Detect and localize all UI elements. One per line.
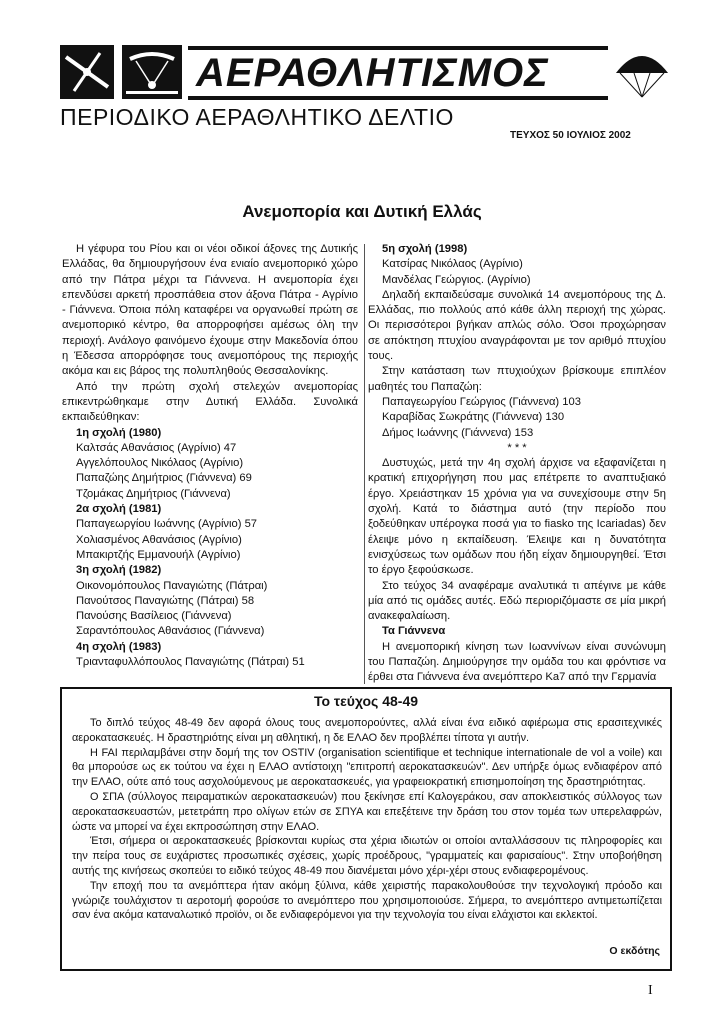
- issue-info: ΤΕΥΧΟΣ 50 ΙΟΥΛΙΟΣ 2002: [510, 130, 631, 141]
- paragraph: Η FAI περιλαμβάνει στην δομή της τον OSTIV (organisation scientifique et technique internationale de vol a voile) και θα μπορούσε ως εκ τούτου να έχει η ΕΛΑΟ αντίστοιχη "επιτροπή αεροκατασκευών". Δεν υπήρξε όμως ενδιαφέρον από την ΕΛΑΟ, ούτε από τους ασχολούμενους με αεροκατασκευές, για γραφειοκρατική επισημοποίηση της δραστηριότητας.: [72, 746, 662, 789]
- paragraph: Δυστυχώς, μετά την 4η σχολή άρχισε να εξαφανίζεται η κρατική επιχορήγηση που μας επέτρεπε το αναπτυξιακό έργο. Χρειάστηκαν 15 χρόνια για να συνεχίσουμε στην 5η σχολή. Κατά το διάστημα αυτό (την περίοδο που ξοδεύθηκαν υπέρογκα ποσά για το fiasko της Icariadas) δεν έλειψε μόνο η εκπαίδευση. Έλειψε και η δυνατότητα ενισχύσεως των ομάδων που ήδη είχαν δημιουργηθεί. Έτσι το έργο ξεφούσκωσε.: [368, 457, 666, 577]
- editor-signature: Ο εκδότης: [609, 945, 660, 957]
- school-heading: 5η σχολή (1998): [382, 243, 468, 255]
- list-item: Σαραντόπουλος Αθανάσιος (Γιάννενα): [76, 625, 265, 638]
- paragraph: Το διπλό τεύχος 48-49 δεν αφορά όλους τους ανεμοπορούντες, αλλά είναι ένα ειδικό αφιέρωμα στις ερασιτεχνικές αεροκατασκευές. Η δραστηριότης είναι μη αθλητική, η δε ΕΛΑΟ δεν προβλέπει τίποτα γι αυτήν.: [72, 717, 662, 744]
- list-item: Δήμος Ιωάννης (Γιάννενα) 153: [382, 426, 534, 439]
- list-item: Πανούτσος Παναγιώτης (Πάτραι) 58: [76, 594, 255, 607]
- editorial-title: Το τεύχος 48-49: [313, 693, 419, 709]
- paragraph: Η γέφυρα του Ρίου και οι νέοι οδικοί άξονες της Δυτικής Ελλάδας, θα δημιουργήσουν ένα ενιαίο ανεμοπορικό χώρο από την Πάτρα μέχρι τα Γιάννενα. Η ανεμοπορία έχει επενδύσει αρκετή προσπάθεια στον άξονα Πάτρα - Αγρίνιο - Γιάννενα. Όποια πόλη καταφέρει να οργανωθεί πρώτη σε ανεμοπορικό κέντρο, θα απορροφήσει αμέσως όλη την περιοχή. Ανάλογο φαινόμενο έχουμε στην Μακεδονία όπου η Έδεσσα απορρόφησε τους ανεμοπόρους της περιοχής ακόμα και εις βάρος της πολυπληθούς Θεσσαλονίκης.: [62, 243, 358, 378]
- list-item: Μπακιρτζής Εμμανουήλ (Αγρίνιο): [76, 548, 241, 561]
- article-title: Ανεμοπορία και Δυτική Ελλάς: [242, 202, 482, 221]
- list-item: Καλτσάς Αθανάσιος (Αγρίνιο) 47: [76, 441, 237, 454]
- paragraph: Στο τεύχος 34 αναφέραμε αναλυτικά τι απέγινε με κάθε μία από τις ομάδες αυτές. Εδώ περιοριζόμαστε σε μία μικρή ανακεφαλαίωση.: [368, 579, 666, 623]
- school-heading: 3η σχολή (1982): [76, 564, 162, 577]
- list-item: Πανούσης Βασίλειος (Γιάννενα): [76, 610, 232, 623]
- list-item: Μανδέλας Γεώργιος. (Αγρίνιο): [382, 273, 531, 286]
- paragraph: Δηλαδή εκπαιδεύσαμε συνολικά 14 ανεμοπόρους της Δ. Ελλάδας, πιο πολλούς από κάθε άλλη περιοχή της χώρας. Οι περισσότεροι βγήκαν απλώς σόλο. Όσοι προχώρησαν σε απόκτηση πτυχίου αναγράφονται με τον αριθμό πτυχίου τους.: [368, 288, 666, 363]
- paragraph: Έτσι, σήμερα οι αεροκατασκευές βρίσκονται κυρίως στα χέρια ιδιωτών οι οποίοι ανταλλάσσουν τις πληροφορίες και την πείρα τους σε ευχάριστες προσωπικές σχέσεις, χωρίς προέδρους, "γραμματείς και φαρισαίους". Στην υποβοήθηση αυτής της κινήσεως σκοπεύει το ειδικό τεύχος 48-49 που διανέμεται μόνο χέρι-χέρι στους ενδιαφερομένους.: [72, 835, 662, 877]
- paragraph: Η ανεμοπορική κίνηση των Ιωαννίνων είναι συνώνυμη του Παπαζώη. Δημιούργησε την ομάδα του και φρόντισε να έρθει στα Γιάννενα ένα ανεμόπτερο Ka7 από την Γερμανία: [368, 640, 666, 684]
- school-heading: 1η σχολή (1980): [76, 426, 162, 439]
- paragraph: Από την πρώτη σχολή στελεχών ανεμοπορίας επικεντρώθηκαμε στην Δυτική Ελλάδα. Συνολικά εκπαιδεύθηκαν:: [62, 380, 358, 424]
- school-heading: 4η σχολή (1983): [76, 640, 162, 653]
- school-heading: 2α σχολή (1981): [76, 503, 162, 516]
- list-item: Τζομάκας Δημήτριος (Γιάννενα): [76, 487, 231, 500]
- list-item: Κατσίρας Νικόλαος (Αγρίνιο): [382, 258, 523, 271]
- paragraph: Ο ΣΠΑ (σύλλογος πειραματικών αεροκατασκευών) που ξεκίνησε επί Καλογεράκου, σαν αποκλειστικός σύλλογος των αεροκατασκευαστών, μετετράπη προ ολίγων ετών σε ΣΠΥΑ και επεξέτεινε την δράση του στον τομέα των υπερελαφρών, ώστε να μπορεί να έχει εκπροσώπηση στην ΕΛΑΟ.: [72, 790, 662, 833]
- list-item: Καραβίδας Σωκράτης (Γιάννενα) 130: [382, 411, 565, 424]
- page-number: I: [648, 983, 653, 998]
- masthead-subtitle: ΠΕΡΙΟΔΙΚΟ ΑΕΡΑΘΛΗΤΙΚΟ ΔΕΛΤΙΟ: [60, 104, 454, 130]
- column-divider: [364, 244, 365, 684]
- paragraph: Την εποχή που τα ανεμόπτερα ήταν ακόμη ξύλινα, κάθε χειριστής παρακολουθούσε την τεχνολογική πρόοδο και γνώριζε τουλάχιστον τι αεροτομή φορούσε το ανεμόπτερο που χρησιμοποιούσε. Σήμερα, το ανεμόπτερο αντιμετωπίζεται σαν ένα ακόμα καταναλωτικό προϊόν, οι δε ενδιαφερόμενοι για την τεχνολογία του είναι ελάχιστοι και εκλεκτοί.: [72, 879, 662, 922]
- list-item: Παπαζώης Δημήτριος (Γιάννενα) 69: [76, 472, 252, 485]
- section-separator: * * *: [507, 441, 527, 454]
- parachute-icon: [612, 45, 672, 105]
- paragraph: Στην κατάσταση των πτυχιούχων βρίσκουμε επιπλέον μαθητές του Παπαζώη:: [368, 365, 666, 393]
- list-item: Χολιασμένος Αθανάσιος (Αγρίνιο): [76, 533, 242, 546]
- list-item: Παπαγεωργίου Γεώργιος (Γιάννενα) 103: [382, 395, 581, 408]
- list-item: Αγγελόπουλος Νικόλαος (Αγρίνιο): [76, 457, 244, 470]
- list-item: Οικονομόπουλος Παναγιώτης (Πάτραι): [76, 579, 268, 592]
- masthead-title: ΑΕΡΑΘΛΗΤΙΣΜΟΣ: [196, 51, 549, 95]
- list-item: Τριανταφυλλόπουλος Παναγιώτης (Πάτραι) 51: [76, 656, 305, 669]
- article-right-column: [368, 242, 666, 686]
- hang-glider-icon: [60, 45, 114, 99]
- editorial-body: [72, 716, 662, 923]
- article-left-column: [62, 242, 358, 670]
- section-heading: Τα Γιάννενα: [382, 625, 446, 638]
- paraglider-icon: [122, 45, 182, 99]
- list-item: Παπαγεωργίου Ιωάννης (Αγρίνιο) 57: [76, 518, 258, 531]
- masthead-rule-bottom: [188, 96, 608, 100]
